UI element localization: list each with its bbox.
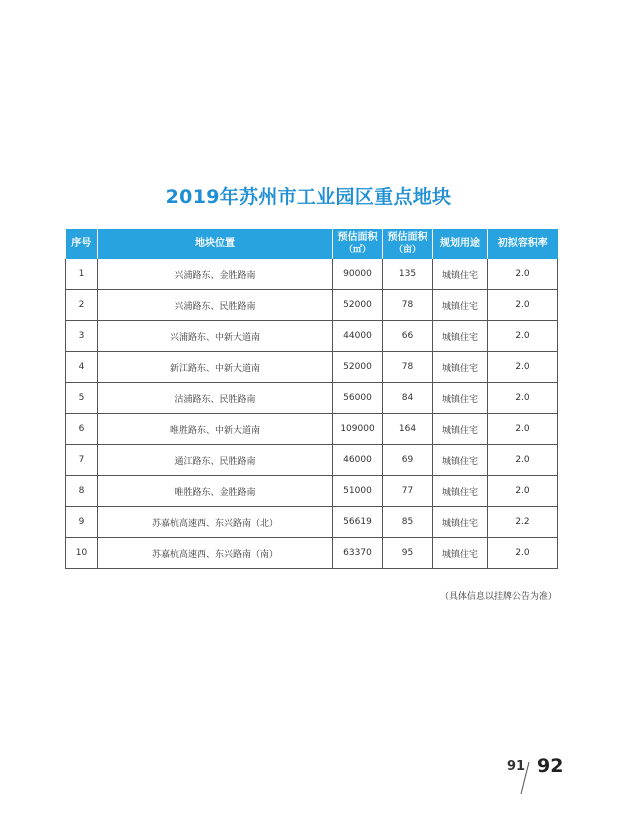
cell-far: 2.0 xyxy=(488,476,558,507)
page-number-left: 91 xyxy=(507,759,526,774)
cell-location: 沽浦路东、民胜路南 xyxy=(98,383,333,414)
cell-location: 兴浦路东、金胜路南 xyxy=(98,259,333,290)
cell-location: 唯胜路东、中新大道南 xyxy=(98,414,333,445)
header-location: 地块位置 xyxy=(98,229,333,259)
table-row xyxy=(66,352,558,383)
cell-usage: 城镇住宅 xyxy=(433,383,488,414)
cell-area-m2: 52000 xyxy=(333,290,383,321)
cell-index: 6 xyxy=(66,414,98,445)
header-far: 初拟容积率 xyxy=(488,229,558,259)
cell-area-mu: 78 xyxy=(383,352,433,383)
cell-index: 3 xyxy=(66,321,98,352)
cell-location: 苏嘉杭高速西、东兴路南（北） xyxy=(98,507,333,538)
cell-usage: 城镇住宅 xyxy=(433,259,488,290)
table-header-row xyxy=(66,229,558,259)
cell-area-m2: 52000 xyxy=(333,352,383,383)
cell-far: 2.0 xyxy=(488,259,558,290)
cell-usage: 城镇住宅 xyxy=(433,414,488,445)
cell-far: 2.0 xyxy=(488,414,558,445)
cell-far: 2.0 xyxy=(488,321,558,352)
cell-index: 9 xyxy=(66,507,98,538)
cell-area-m2: 44000 xyxy=(333,321,383,352)
cell-index: 10 xyxy=(66,538,98,569)
cell-location: 唯胜路东、金胜路南 xyxy=(98,476,333,507)
cell-far: 2.0 xyxy=(488,538,558,569)
cell-area-mu: 69 xyxy=(383,445,433,476)
header-index: 序号 xyxy=(66,229,98,259)
cell-usage: 城镇住宅 xyxy=(433,476,488,507)
cell-far: 2.0 xyxy=(488,352,558,383)
cell-far: 2.2 xyxy=(488,507,558,538)
cell-usage: 城镇住宅 xyxy=(433,321,488,352)
header-area-m2-unit: （㎡） xyxy=(343,245,371,255)
cell-location: 新江路东、中新大道南 xyxy=(98,352,333,383)
cell-index: 4 xyxy=(66,352,98,383)
cell-area-mu: 66 xyxy=(383,321,433,352)
table-row xyxy=(66,290,558,321)
cell-area-m2: 63370 xyxy=(333,538,383,569)
table-row xyxy=(66,507,558,538)
cell-area-mu: 77 xyxy=(383,476,433,507)
cell-usage: 城镇住宅 xyxy=(433,507,488,538)
header-area-m2-label: 预估面积 xyxy=(337,232,378,243)
cell-area-mu: 135 xyxy=(383,259,433,290)
land-plots-table xyxy=(65,229,558,569)
cell-index: 7 xyxy=(66,445,98,476)
cell-far: 2.0 xyxy=(488,383,558,414)
cell-area-mu: 85 xyxy=(383,507,433,538)
table-row xyxy=(66,476,558,507)
cell-far: 2.0 xyxy=(488,290,558,321)
table-row xyxy=(66,259,558,290)
cell-location: 兴浦路东、中新大道南 xyxy=(98,321,333,352)
cell-area-m2: 51000 xyxy=(333,476,383,507)
header-area-mu-unit: （亩） xyxy=(393,245,421,255)
table-row xyxy=(66,321,558,352)
cell-area-m2: 46000 xyxy=(333,445,383,476)
table-row xyxy=(66,414,558,445)
cell-area-m2: 56000 xyxy=(333,383,383,414)
cell-far: 2.0 xyxy=(488,445,558,476)
cell-index: 2 xyxy=(66,290,98,321)
cell-index: 1 xyxy=(66,259,98,290)
cell-area-m2: 56619 xyxy=(333,507,383,538)
cell-usage: 城镇住宅 xyxy=(433,538,488,569)
header-area-mu xyxy=(383,229,433,259)
header-area-m2 xyxy=(333,229,383,259)
cell-area-mu: 95 xyxy=(383,538,433,569)
table-row xyxy=(66,383,558,414)
cell-usage: 城镇住宅 xyxy=(433,352,488,383)
header-area-mu-label: 预估面积 xyxy=(387,232,428,243)
cell-index: 8 xyxy=(66,476,98,507)
header-usage: 规划用途 xyxy=(433,229,488,259)
page-title: 2019年苏州市工业园区重点地块 xyxy=(165,186,452,208)
cell-location: 通江路东、民胜路南 xyxy=(98,445,333,476)
footnote: （具体信息以挂牌公告为准） xyxy=(439,592,557,602)
cell-index: 5 xyxy=(66,383,98,414)
table-row xyxy=(66,538,558,569)
page-number-right: 92 xyxy=(537,755,564,777)
cell-location: 兴浦路东、民胜路南 xyxy=(98,290,333,321)
cell-area-mu: 78 xyxy=(383,290,433,321)
cell-location: 苏嘉杭高速西、东兴路南（南） xyxy=(98,538,333,569)
cell-usage: 城镇住宅 xyxy=(433,290,488,321)
cell-area-mu: 164 xyxy=(383,414,433,445)
cell-area-m2: 90000 xyxy=(333,259,383,290)
cell-usage: 城镇住宅 xyxy=(433,445,488,476)
table-row xyxy=(66,445,558,476)
cell-area-m2: 109000 xyxy=(333,414,383,445)
cell-area-mu: 84 xyxy=(383,383,433,414)
